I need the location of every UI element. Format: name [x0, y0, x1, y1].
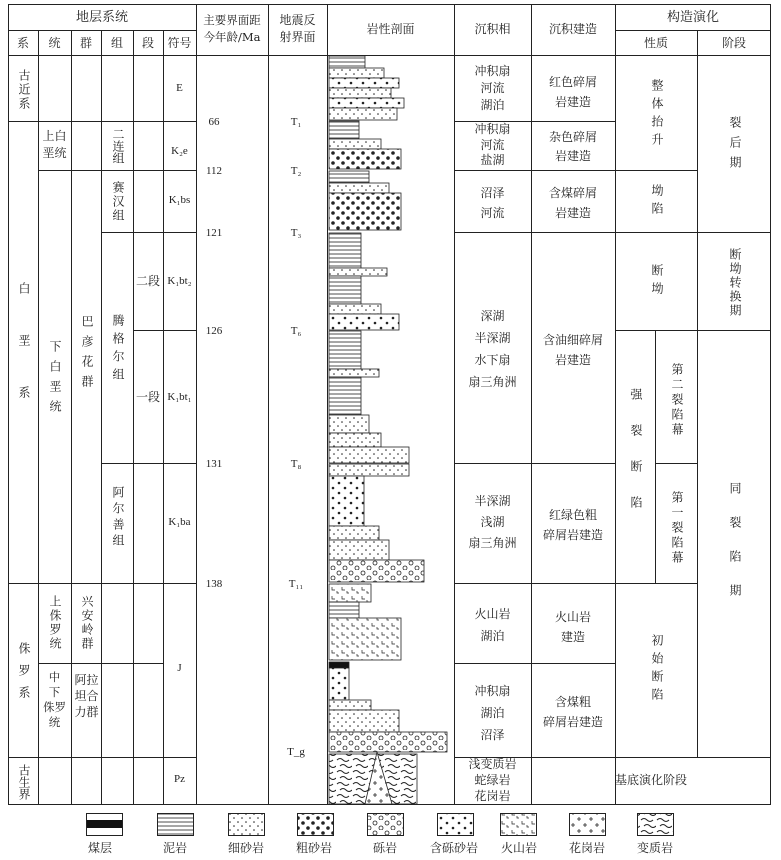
age-label: 126 [205, 325, 223, 337]
legend-label-metamorphic: 变质岩 [637, 841, 674, 855]
header-member: 段 [141, 36, 154, 50]
age-label: 66 [208, 116, 220, 128]
facies-cell: 冲积扇 湖泊 沼泽 [474, 684, 511, 742]
stage-transition: 断坳转换期 [728, 248, 742, 318]
symbol-K1bs: K₁bs [168, 194, 191, 206]
legend-label-coarse-sandstone: 粗砂岩 [296, 841, 333, 855]
symbol-K1bt1: K₁bt₁ [167, 391, 192, 403]
header-age: 主要界面距 今年龄/Ma [203, 13, 261, 44]
formation-aershan: 阿尔善组 [111, 486, 125, 550]
construction-cell: 含油细碎屑 岩建造 [542, 333, 603, 367]
facies-cell: 深湖 半深湖 水下扇 扇三角洲 [468, 309, 517, 389]
legend-label-mudstone: 泥岩 [163, 841, 188, 855]
header-lithology: 岩性剖面 [366, 22, 415, 36]
construction-cell: 火山岩 建造 [554, 610, 591, 644]
seismic-label: T₆ [290, 325, 302, 337]
system-cretaceous: 白垩系 [17, 282, 31, 438]
seismic-label: T₈ [290, 458, 302, 470]
construction-cell: 杂色碎屑 岩建造 [548, 130, 597, 163]
group-alatanheli: 阿拉坦合力群 [74, 673, 99, 719]
tectonic-second-rift: 第二裂陷幕 [670, 362, 684, 438]
seismic-label: T₃ [290, 227, 302, 239]
stage-post-rift: 裂后期 [728, 116, 742, 176]
age-label: 131 [205, 458, 223, 470]
tectonic-strong-rift: 强裂断陷 [629, 388, 643, 532]
seismic-label: T₁₁ [288, 578, 304, 590]
system-paleozoic: 古生界 [17, 764, 31, 800]
header-stratigraphy: 地层系统 [75, 10, 128, 25]
seismic-label: T_g [287, 746, 305, 758]
legend-label-coal: 煤层 [88, 841, 113, 855]
symbol-Pz: Pz [174, 773, 185, 785]
facies-cell: 半深湖 浅湖 扇三角洲 [468, 494, 517, 550]
legend-label-pebbly-sandstone: 含砾砂岩 [430, 841, 479, 855]
age-label: 112 [205, 165, 223, 177]
lithology-column [329, 56, 447, 804]
system-paleogene: 古近系 [17, 69, 31, 111]
construction-cell: 含煤粗 碎屑岩建造 [542, 695, 603, 729]
member-second: 二段 [135, 274, 160, 288]
system-jurassic: 侏罗系 [17, 642, 31, 708]
construction-cell: 红色碎屑 岩建造 [548, 75, 597, 109]
facies-cell: 火山岩 湖泊 [474, 607, 511, 643]
facies-cell: 沼泽 河流 [480, 186, 505, 220]
age-label: 138 [205, 578, 223, 590]
series-mid-lower-jurassic: 中 下 侏罗统 [43, 670, 66, 729]
legend-label-conglomerate: 砾岩 [373, 841, 398, 855]
header-stage: 阶段 [721, 36, 746, 50]
header-nature: 性质 [643, 36, 668, 50]
stage-syn-rift: 同裂陷期 [728, 482, 742, 618]
series-lower-cretaceous: 下白垩统 [48, 340, 62, 420]
tectonic-depression: 坳陷 [650, 184, 664, 220]
tectonic-uplift: 整体抬升 [650, 79, 664, 151]
header-tectonic: 构造演化 [666, 10, 719, 25]
formation-saihan: 赛汉组 [111, 181, 125, 223]
member-first: 一段 [135, 390, 160, 404]
facies-cell: 浅变质岩 蛇绿岩 花岗岩 [468, 757, 517, 803]
construction-cell: 含煤碎屑 岩建造 [548, 186, 597, 220]
series-upper-cretaceous: 上白 垩统 [42, 129, 67, 160]
header-formation: 组 [110, 36, 123, 50]
seismic-label: T₂ [290, 165, 302, 177]
symbol-K2e: K₂e [171, 145, 188, 157]
header-facies: 沉积相 [474, 22, 511, 36]
legend-label-volcanic: 火山岩 [501, 841, 538, 855]
symbol-E: E [176, 82, 183, 94]
legend-symbols [87, 814, 674, 836]
header-series: 统 [48, 36, 61, 50]
formation-tenggeer: 腾格尔组 [111, 314, 125, 386]
header-symbol: 符号 [167, 36, 192, 50]
tectonic-initial-rift: 初始断陷 [650, 634, 664, 706]
facies-cell: 冲积扇 河流 盐湖 [474, 122, 511, 167]
symbol-K1ba: K₁ba [168, 516, 191, 528]
header-system: 系 [16, 36, 29, 50]
header-group: 群 [79, 36, 92, 50]
tectonic-first-rift: 第一裂陷幕 [670, 490, 684, 566]
legend-label-fine-sandstone: 细砂岩 [228, 841, 265, 855]
legend-label-granite: 花岗岩 [569, 841, 606, 855]
symbol-K1bt2: K₁bt₂ [167, 275, 192, 287]
formation-erlian: 二连组 [111, 128, 125, 164]
group-bayanhua: 巴彦花群 [80, 315, 94, 395]
symbol-J: J [177, 662, 182, 674]
header-construction: 沉积建造 [548, 22, 597, 36]
tectonic-faulted-depression: 断坳 [650, 264, 664, 300]
series-upper-jurassic: 上侏罗统 [48, 595, 62, 651]
age-label: 121 [205, 227, 223, 239]
facies-cell: 冲积扇 河流 湖泊 [474, 64, 511, 112]
construction-cell: 红绿色粗 碎屑岩建造 [542, 508, 603, 542]
header-seismic: 地震反 射界面 [279, 13, 316, 44]
construction-basement: 基底演化阶段 [614, 773, 687, 787]
seismic-label: T₁ [290, 116, 302, 128]
group-xinganling: 兴安岭群 [80, 595, 94, 651]
